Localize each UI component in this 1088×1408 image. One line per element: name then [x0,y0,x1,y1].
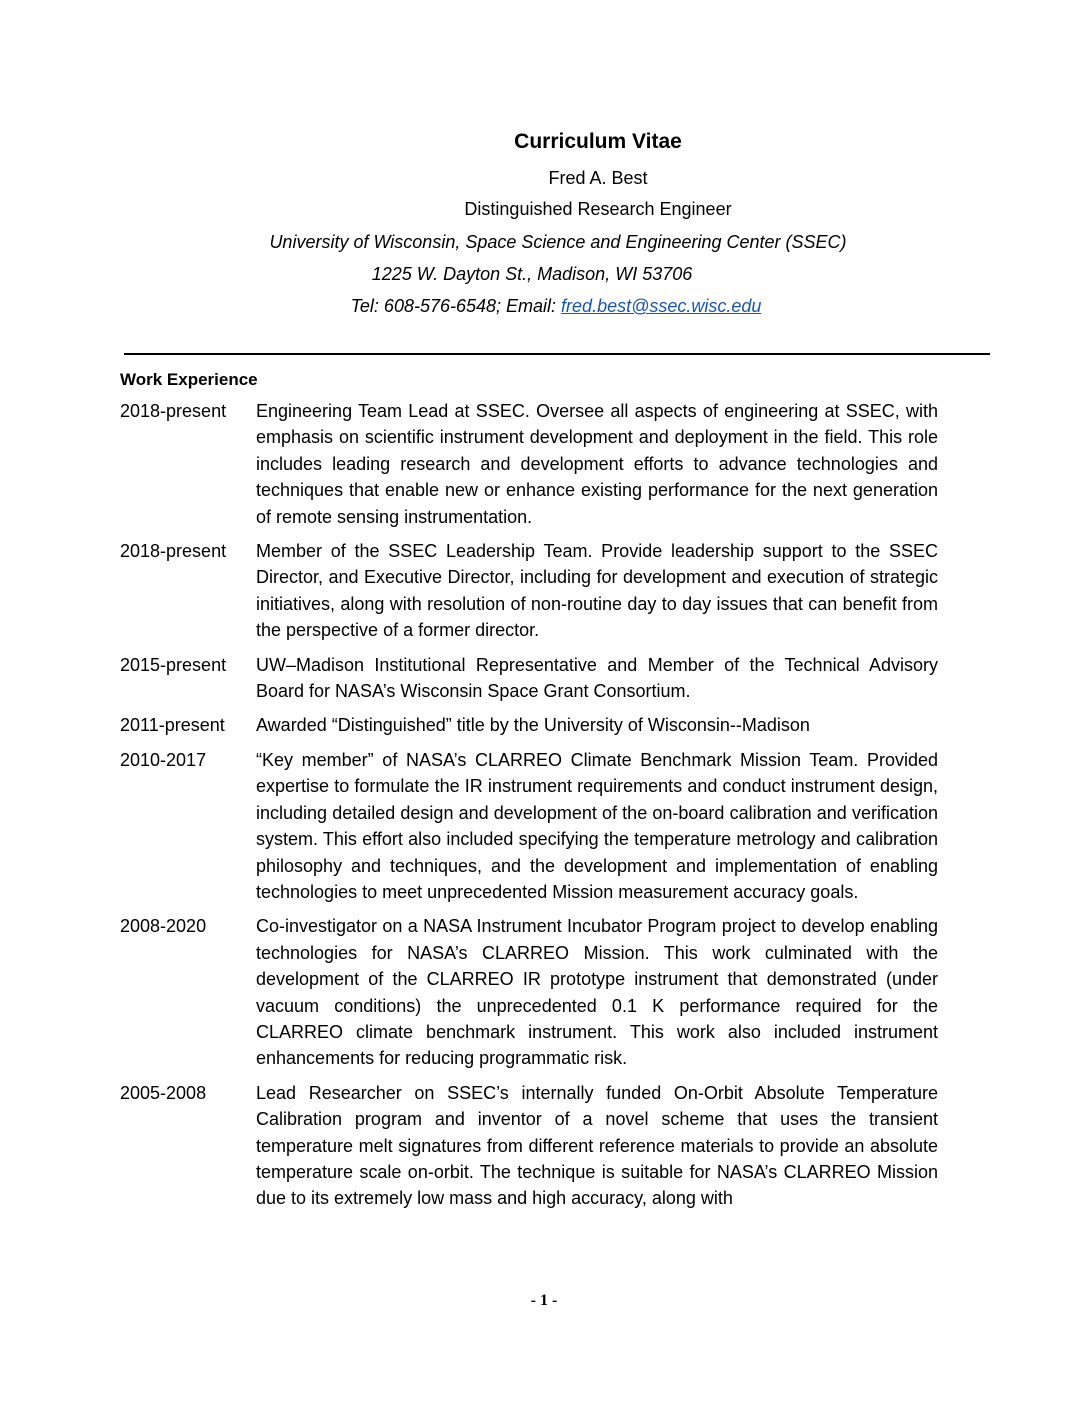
email-link[interactable]: fred.best@ssec.wisc.edu [561,296,762,316]
entry-date: 2008-2020 [120,916,207,937]
page-title: Curriculum Vitae [514,130,682,153]
job-title: Distinguished Research Engineer [464,199,732,219]
entry-description: Lead Researcher on SSEC’s internally funded On-Orbit Absolute Temperature Calibration program and inventor of a novel scheme that uses the transient temperature melt signatures from different reference materials to provide an absolute temperature scale on-orbit. The technique is suitable for NASA’s CLARREO Mission due to its extremely low mass and high accuracy, along with [256,1082,938,1209]
entry-date: 2010-2017 [120,749,207,770]
contact-prefix: Tel: 608-576-6548; Email: [350,296,562,316]
experience-entry [120,1080,938,1212]
address: 1225 W. Dayton St., Madison, WI 53706 [371,264,693,284]
section-heading-work-experience: Work Experience [120,370,258,389]
experience-entry [120,913,938,1071]
entry-date: 2005-2008 [120,1082,207,1103]
affiliation: University of Wisconsin, Space Science and Engineering Center (SSEC) [269,232,847,252]
entry-description: “Key member” of NASA’s CLARREO Climate Benchmark Mission Team. Provided expertise to formulate the IR instrument requirements and conduct instrument design, including detailed design and development of the on-board calibration and verification system. This effort also included specifying the temperature metrology and calibration philosophy and techniques, and the development and implementation of enabling technologies to meet unprecedented Mission measurement accuracy goals. [256,749,938,902]
contact-line [12,296,1088,317]
entry-date: 2015-present [120,654,227,675]
header-divider [124,353,990,355]
entry-description: Awarded “Distinguished” title by the University of Wisconsin--Madison [256,715,810,736]
entry-description: Co-investigator on a NASA Instrument Incubator Program project to develop enabling technologies for NASA’s CLARREO Mission. This work culminated with the development of the CLARREO IR prototype instrument that demonstrated (under vacuum conditions) the unprecedented 0.1 K performance required for the CLARREO climate benchmark instrument. This work also included instrument enhancements for reducing programmatic risk. [256,916,938,1069]
entry-description: UW–Madison Institutional Representative and Member of the Technical Advisory Board for NASA’s Wisconsin Space Grant Consortium. [256,654,938,702]
entry-date: 2011-present [120,715,225,736]
page-number: - 1 - [530,1292,558,1309]
experience-entry [120,538,938,644]
experience-entry [120,398,938,530]
experience-entry [120,747,938,905]
entry-date: 2018-present [120,541,227,562]
entry-description: Engineering Team Lead at SSEC. Oversee all aspects of engineering at SSEC, with emphasis on scientific instrument development and deployment in the field. This role includes leading research and development efforts to advance technologies and techniques that enable new or enhance existing performance for the next generation of remote sensing instrumentation. [256,401,938,527]
entry-date: 2018-present [120,401,227,421]
experience-entry [120,712,938,738]
experience-entry [120,652,938,705]
entry-description: Member of the SSEC Leadership Team. Provide leadership support to the SSEC Director, and Executive Director, including for development and execution of strategic initiatives, along with resolution of non-routine day to day issues that can benefit from the perspective of a former director. [256,541,938,641]
person-name: Fred A. Best [548,168,648,188]
work-experience-list [120,398,938,1220]
